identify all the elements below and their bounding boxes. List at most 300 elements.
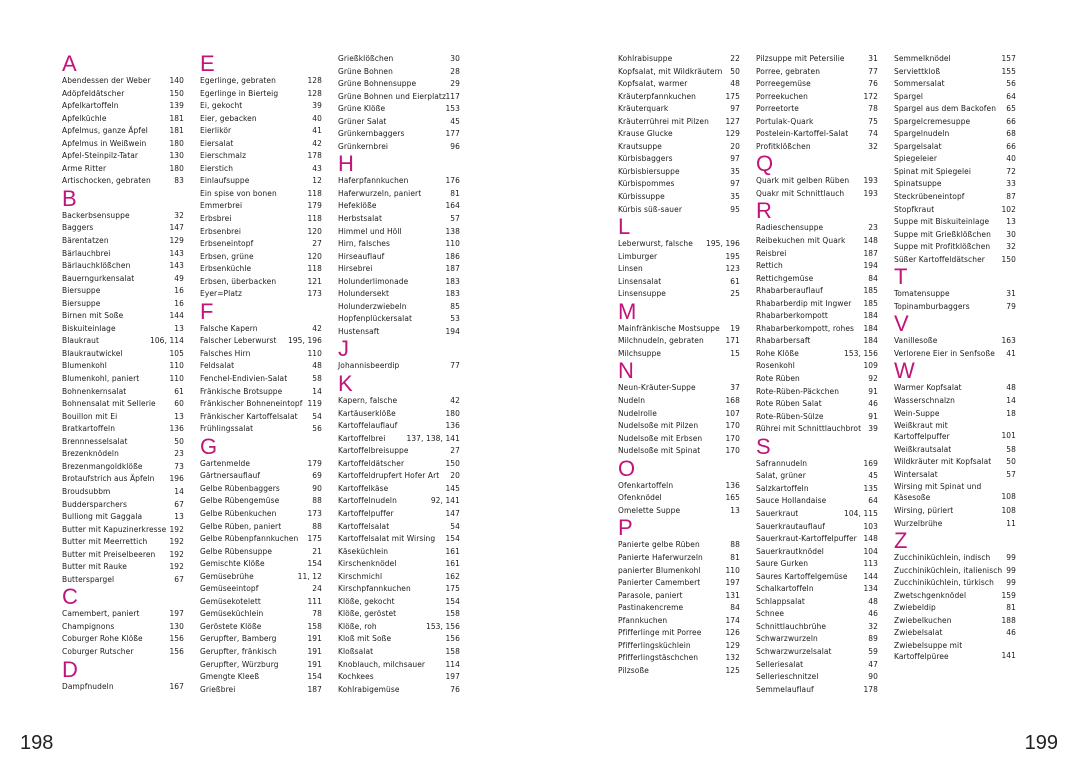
entry-name: Milchsuppe: [618, 347, 662, 358]
entry-page: 185: [863, 297, 878, 308]
entry-page: 32: [868, 140, 878, 151]
entry-page: 145: [445, 482, 460, 493]
entry-page: 135: [863, 482, 878, 493]
entry-name: Pilzsuppe mit Petersilie: [756, 53, 845, 63]
entry-name: Panierte gelbe Rüben: [618, 539, 700, 550]
index-entry: [618, 444, 740, 457]
entry-page: 177: [445, 128, 460, 139]
index-entry: [62, 112, 184, 125]
entry-name: Rote Rüben Salat: [756, 398, 822, 409]
entry-name: Eierstich: [200, 162, 234, 173]
index-entry: [62, 209, 184, 222]
entry-name: Rosenkohl: [756, 360, 795, 371]
entry-name: Wein-Suppe: [894, 407, 940, 418]
entry-page: 129: [725, 128, 740, 139]
entry-page: 67: [174, 498, 184, 509]
index-entry: [618, 504, 740, 517]
entry-name: Bouillon mit Ei: [62, 410, 118, 421]
entry-name: Ei, gekocht: [200, 100, 243, 111]
entry-page: 165: [725, 492, 740, 503]
section-letter: Z: [894, 528, 908, 554]
entry-name: Schnee: [756, 608, 785, 619]
entry-name: Gemüsekotelett: [200, 595, 261, 606]
entry-page: 179: [307, 200, 322, 211]
entry-page: 143: [169, 260, 184, 271]
index-column-3: [338, 52, 460, 695]
entry-name: Kürbissuppe: [618, 191, 665, 202]
entry-name: Kirschpfannkuchen: [338, 583, 411, 594]
entry-name: Klöße, roh: [338, 620, 377, 631]
entry-page: 159: [1001, 589, 1016, 600]
index-entry: [62, 272, 184, 285]
entry-name: Schnittlauchbrühe: [756, 620, 827, 631]
entry-page: 155: [1001, 65, 1016, 76]
entry-name: Porreekuchen: [756, 90, 808, 101]
entry-page: 47: [868, 658, 878, 669]
entry-name: Kräuterquark: [618, 103, 669, 114]
entry-page: 119: [307, 398, 322, 409]
entry-name: Kartäuserklöße: [338, 407, 396, 418]
entry-name: Grünkernbaggers: [338, 128, 405, 139]
index-entry: [62, 397, 184, 410]
entry-name: Leberwurst, falsche: [618, 238, 693, 249]
index-entry: [200, 262, 322, 275]
index-entry: [618, 491, 740, 504]
index-entry: [200, 557, 322, 570]
index-entry: [756, 372, 878, 385]
index-entry: [618, 651, 740, 664]
index-column-1: [62, 52, 184, 692]
entry-page: 110: [445, 238, 460, 249]
entry-page: 131: [725, 589, 740, 600]
entry-name: Fränkischer Kartoffelsalat: [200, 410, 298, 421]
entry-name: Holundersekt: [338, 288, 390, 299]
entry-name: Kopfsalat, warmer: [618, 78, 688, 89]
index-entry: [338, 570, 460, 583]
entry-page: 42: [312, 322, 322, 333]
entry-page: 180: [445, 407, 460, 418]
entry-name: Blumenkohl: [62, 360, 107, 371]
index-entry: [62, 645, 184, 658]
entry-name: Fränkische Brotsuppe: [200, 385, 283, 396]
entry-page: 154: [445, 533, 460, 544]
entry-name: Pilzsoße: [618, 664, 649, 675]
entry-page: 61: [730, 275, 740, 286]
index-entry: [756, 595, 878, 608]
index-entry: [200, 645, 322, 658]
entry-name: Krautsuppe: [618, 140, 662, 151]
entry-page: 154: [307, 558, 322, 569]
entry-name: Apfelmus, ganze Äpfel: [62, 125, 148, 136]
entry-name: Gelbe Rübenbaggers: [200, 482, 280, 493]
entry-page: 136: [725, 479, 740, 490]
page-number-right: 199: [1024, 732, 1058, 754]
entry-page: 132: [725, 652, 740, 663]
entry-name: Egerlinge, gebraten: [200, 75, 276, 85]
entry-name: Bärentatzen: [62, 235, 109, 246]
entry-page: 157: [1001, 53, 1016, 63]
index-entry: [756, 221, 878, 234]
entry-page: 174: [725, 614, 740, 625]
entry-name: Gartenmelde: [200, 457, 251, 468]
entry-page: 195: [725, 250, 740, 261]
index-entry: [618, 127, 740, 140]
entry-name: Herbstsalat: [338, 213, 382, 224]
entry-name: Eierlikör: [200, 125, 232, 136]
entry-page: 136: [169, 423, 184, 434]
index-entry: [338, 102, 460, 115]
index-entry: [894, 517, 1016, 530]
entry-page: 13: [174, 322, 184, 333]
index-entry: [618, 287, 740, 300]
entry-page: 13: [730, 504, 740, 515]
index-entry: [338, 683, 460, 696]
entry-name: Kloß mit Soße: [338, 633, 392, 644]
entry-name: Selleriesalat: [756, 658, 804, 669]
index-entry: [338, 90, 460, 103]
index-entry: [338, 394, 460, 407]
entry-name: Grüne Klöße: [338, 103, 386, 114]
entry-page: 57: [450, 213, 460, 224]
index-entry: [894, 589, 1016, 602]
entry-name: Eierschmalz: [200, 150, 247, 161]
entry-name: Kartoffelnudeln: [338, 495, 397, 506]
index-entry: [618, 432, 740, 445]
entry-name: Bohnenkernsalat: [62, 385, 127, 396]
entry-page: 45: [450, 115, 460, 126]
entry-name: Nudelsoße mit Erbsen: [618, 432, 703, 443]
index-entry: [618, 419, 740, 432]
entry-page: 48: [312, 360, 322, 371]
index-entry: [618, 140, 740, 153]
entry-name: Ofenknödel: [618, 492, 662, 503]
index-entry: [618, 262, 740, 275]
entry-page: 193: [863, 175, 878, 186]
index-entry: [756, 532, 878, 545]
entry-page: 158: [307, 620, 322, 631]
index-entry: [338, 482, 460, 495]
index-entry: [338, 632, 460, 645]
index-entry: [338, 432, 460, 445]
entry-name: Käseküchlein: [338, 545, 389, 556]
entry-name: Emmerbrei: [200, 200, 243, 211]
index-entry: [756, 90, 878, 103]
index-entry: [756, 77, 878, 90]
entry-name: Semmelknödel: [894, 53, 951, 63]
index-entry: [894, 127, 1016, 140]
entry-page: 20: [450, 470, 460, 481]
entry-page: 150: [445, 457, 460, 468]
index-entry: [894, 468, 1016, 481]
index-entry: [618, 322, 740, 335]
entry-name: Butter mit Rauke: [62, 561, 127, 572]
index-entry: [200, 225, 322, 238]
entry-name: Klöße, gekocht: [338, 595, 395, 606]
entry-name: Gelbe Rübenpfannkuchen: [200, 533, 299, 544]
index-entry: [200, 275, 322, 288]
entry-page: 75: [868, 115, 878, 126]
entry-name: panierter Blumenkohl: [618, 564, 701, 575]
entry-name: Hopfenplückersalat: [338, 313, 413, 324]
entry-page: 16: [174, 297, 184, 308]
index-entry: [894, 190, 1016, 203]
index-entry: [756, 422, 878, 435]
entry-name: Klöße, geröstet: [338, 608, 397, 619]
index-entry: [618, 639, 740, 652]
entry-page: 49: [174, 272, 184, 283]
entry-name: Rote Rüben: [756, 373, 800, 384]
entry-page: 188: [1001, 614, 1016, 625]
entry-name: Birnen mit Soße: [62, 310, 124, 321]
entry-page: 105: [169, 347, 184, 358]
index-entry: [618, 538, 740, 551]
entry-page: 99: [1006, 577, 1016, 588]
index-entry: [894, 287, 1016, 300]
index-entry: [894, 601, 1016, 614]
entry-page: 192: [169, 523, 184, 534]
entry-name: Butter mit Kapuzinerkresse: [62, 523, 167, 534]
entry-page: 181: [169, 112, 184, 123]
index-entry: [62, 234, 184, 247]
entry-page: 148: [863, 533, 878, 544]
entry-name: Hirn, falsches: [338, 238, 390, 249]
index-entry: [618, 177, 740, 190]
entry-page: 76: [868, 78, 878, 89]
entry-page: 144: [863, 570, 878, 581]
entry-name: Spargel: [894, 90, 924, 101]
entry-name: Topinamburbaggers: [894, 300, 970, 311]
index-entry: [618, 152, 740, 165]
entry-name: Hustensaft: [338, 325, 380, 336]
index-entry: [62, 162, 184, 175]
index-column-2: [200, 52, 322, 695]
entry-page: 195, 196: [705, 238, 740, 249]
entry-name: Erbsenbrei: [200, 225, 242, 236]
index-entry: [200, 532, 322, 545]
entry-name: Erbsbrei: [200, 213, 232, 224]
index-entry: [338, 174, 460, 187]
entry-name: Kräuterpfannkuchen: [618, 90, 697, 101]
entry-page: 32: [868, 620, 878, 631]
index-entry: [756, 457, 878, 470]
entry-name: Salat, grüner: [756, 470, 806, 481]
index-entry: [756, 102, 878, 115]
index-entry: [618, 77, 740, 90]
entry-page: 180: [169, 137, 184, 148]
entry-name: Zwiebelsalat: [894, 627, 943, 638]
entry-name: Vanillesoße: [894, 335, 938, 346]
entry-page: 42: [312, 137, 322, 148]
entry-name: Bauerngurkensalat: [62, 272, 135, 283]
entry-name: Rote-Rüben-Sülze: [756, 410, 824, 421]
index-entry: [200, 162, 322, 175]
entry-page: 126: [725, 627, 740, 638]
entry-page: 13: [1006, 216, 1016, 227]
section-letter: B: [62, 185, 77, 211]
index-entry: [894, 300, 1016, 313]
entry-name: Zucchiniküchlein, türkisch: [894, 577, 994, 588]
entry-name: Kirschmichl: [338, 570, 383, 581]
entry-name: Grüne Bohnensuppe: [338, 78, 417, 89]
entry-name: Sauerkraut: [756, 507, 799, 518]
entry-name: Fränkischer Bohneneintopf: [200, 398, 303, 409]
entry-page: 186: [445, 250, 460, 261]
entry-page: 173: [307, 507, 322, 518]
entry-name: Reibekuchen mit Quark: [756, 235, 846, 246]
section-letter: T: [894, 264, 908, 290]
entry-name: Zucchiniküchlein, indisch: [894, 552, 991, 563]
entry-page: 127: [725, 115, 740, 126]
index-entry: [756, 570, 878, 583]
entry-name: Bärlauchbrei: [62, 247, 111, 258]
entry-page: 23: [174, 448, 184, 459]
index-entry: [894, 347, 1016, 360]
index-entry: [756, 494, 878, 507]
entry-name: Erbseneintopf: [200, 238, 254, 249]
entry-name: Biskuiteinlage: [62, 322, 116, 333]
entry-page: 141: [1001, 649, 1016, 660]
entry-name: Grüne Bohnen: [338, 65, 393, 76]
index-entry: [338, 325, 460, 338]
entry-name: Kartoffelpuffer: [338, 507, 394, 518]
index-entry: [200, 87, 322, 100]
entry-name: Pfannkuchen: [618, 614, 668, 625]
entry-name: Apfelküchle: [62, 112, 107, 123]
entry-name: Sauerkraut-Kartoffelpuffer: [756, 533, 857, 544]
entry-name: Stopfkraut: [894, 203, 935, 214]
index-entry: [338, 199, 460, 212]
index-entry: [756, 410, 878, 423]
entry-page: 60: [174, 398, 184, 409]
entry-page: 30: [1006, 228, 1016, 239]
entry-name: Bratkartoffeln: [62, 423, 116, 434]
entry-name: Gemischte Klöße: [200, 558, 265, 569]
entry-page: 197: [445, 671, 460, 682]
index-entry: [338, 469, 460, 482]
entry-page: 153, 156: [425, 620, 460, 631]
entry-name: Schwarzwurzeln: [756, 633, 818, 644]
entry-name: Mainfränkische Mostsuppe: [618, 322, 720, 333]
entry-name: Spargel aus dem Backofen: [894, 103, 997, 114]
entry-page: 40: [312, 112, 322, 123]
index-entry: [200, 359, 322, 372]
entry-page: 110: [169, 373, 184, 384]
entry-page: 88: [730, 539, 740, 550]
entry-page: 170: [725, 445, 740, 456]
index-entry: [894, 240, 1016, 253]
index-entry: [618, 102, 740, 115]
entry-name: Wildkräuter mit Kopfsalat: [894, 456, 992, 467]
entry-name: Egerlinge in Bierteig: [200, 87, 279, 98]
index-entry: [338, 494, 460, 507]
entry-page: 172: [863, 90, 878, 101]
index-entry: [756, 385, 878, 398]
index-entry: [894, 77, 1016, 90]
index-entry: [62, 510, 184, 523]
entry-page: 162: [445, 570, 460, 581]
entry-name: Schwarzwurzelsalat: [756, 645, 832, 656]
entry-page: 143: [169, 247, 184, 258]
index-entry: [756, 347, 878, 360]
entry-page: 130: [169, 620, 184, 631]
index-entry: [200, 199, 322, 212]
entry-name: Porreetorte: [756, 103, 799, 114]
entry-page: 89: [868, 633, 878, 644]
index-entry: [894, 443, 1016, 456]
index-entry: [894, 102, 1016, 115]
entry-page: 73: [174, 460, 184, 471]
index-entry: [618, 551, 740, 564]
entry-page: 113: [863, 558, 878, 569]
index-entry: [894, 203, 1016, 216]
entry-name: Eier, gebacken: [200, 112, 257, 123]
entry-page: 150: [169, 87, 184, 98]
entry-name: Sellerieschnitzel: [756, 671, 819, 682]
entry-page: 168: [725, 395, 740, 406]
index-entry: [756, 632, 878, 645]
entry-page: 67: [174, 573, 184, 584]
entry-page: 28: [450, 65, 460, 76]
index-entry: [62, 680, 184, 693]
index-entry: [200, 620, 322, 633]
entry-name: Apfelmus in Weißwein: [62, 137, 147, 148]
index-entry: [200, 250, 322, 263]
entry-name: Backerbsensuppe: [62, 209, 130, 220]
index-entry: [62, 149, 184, 162]
entry-page: 147: [445, 507, 460, 518]
entry-page: 13: [174, 511, 184, 522]
entry-name: Kochkees: [338, 671, 374, 682]
entry-page: 91: [868, 410, 878, 421]
entry-name: Falsche Kapern: [200, 322, 258, 333]
index-entry: [62, 74, 184, 87]
index-entry: [756, 557, 878, 570]
entry-page: 64: [1006, 90, 1016, 101]
entry-page: 158: [445, 645, 460, 656]
index-entry: [756, 645, 878, 658]
entry-page: 95: [730, 203, 740, 214]
entry-page: 81: [450, 187, 460, 198]
index-entry: [618, 601, 740, 614]
index-entry: [338, 359, 460, 372]
entry-name: Gärtnersauflauf: [200, 470, 261, 481]
index-entry: [200, 482, 322, 495]
index-entry: [200, 112, 322, 125]
entry-name: Adöpfeldätscher: [62, 87, 125, 98]
entry-page: 96: [450, 140, 460, 151]
index-entry: [756, 297, 878, 310]
entry-page: 46: [1006, 627, 1016, 638]
index-entry: [62, 535, 184, 548]
entry-name: Falscher Leberwurst: [200, 335, 277, 346]
entry-page: 83: [174, 175, 184, 186]
entry-page: 134: [863, 583, 878, 594]
index-entry: [618, 237, 740, 250]
section-letter: Q: [756, 151, 774, 177]
index-entry: [894, 228, 1016, 241]
entry-name: Kartoffelsalat mit Wirsing: [338, 533, 436, 544]
entry-page: 171: [725, 335, 740, 346]
entry-page: 180: [169, 162, 184, 173]
entry-name: Safrannudeln: [756, 457, 808, 468]
index-entry: [62, 87, 184, 100]
entry-name: Knoblauch, milchsauer: [338, 658, 426, 669]
entry-page: 184: [863, 310, 878, 321]
index-entry: [756, 309, 878, 322]
entry-name: Rhabarberdip mit Ingwer: [756, 297, 852, 308]
entry-page: 173: [307, 288, 322, 299]
entry-name: Süßer Kartoffeldätscher: [894, 253, 985, 264]
